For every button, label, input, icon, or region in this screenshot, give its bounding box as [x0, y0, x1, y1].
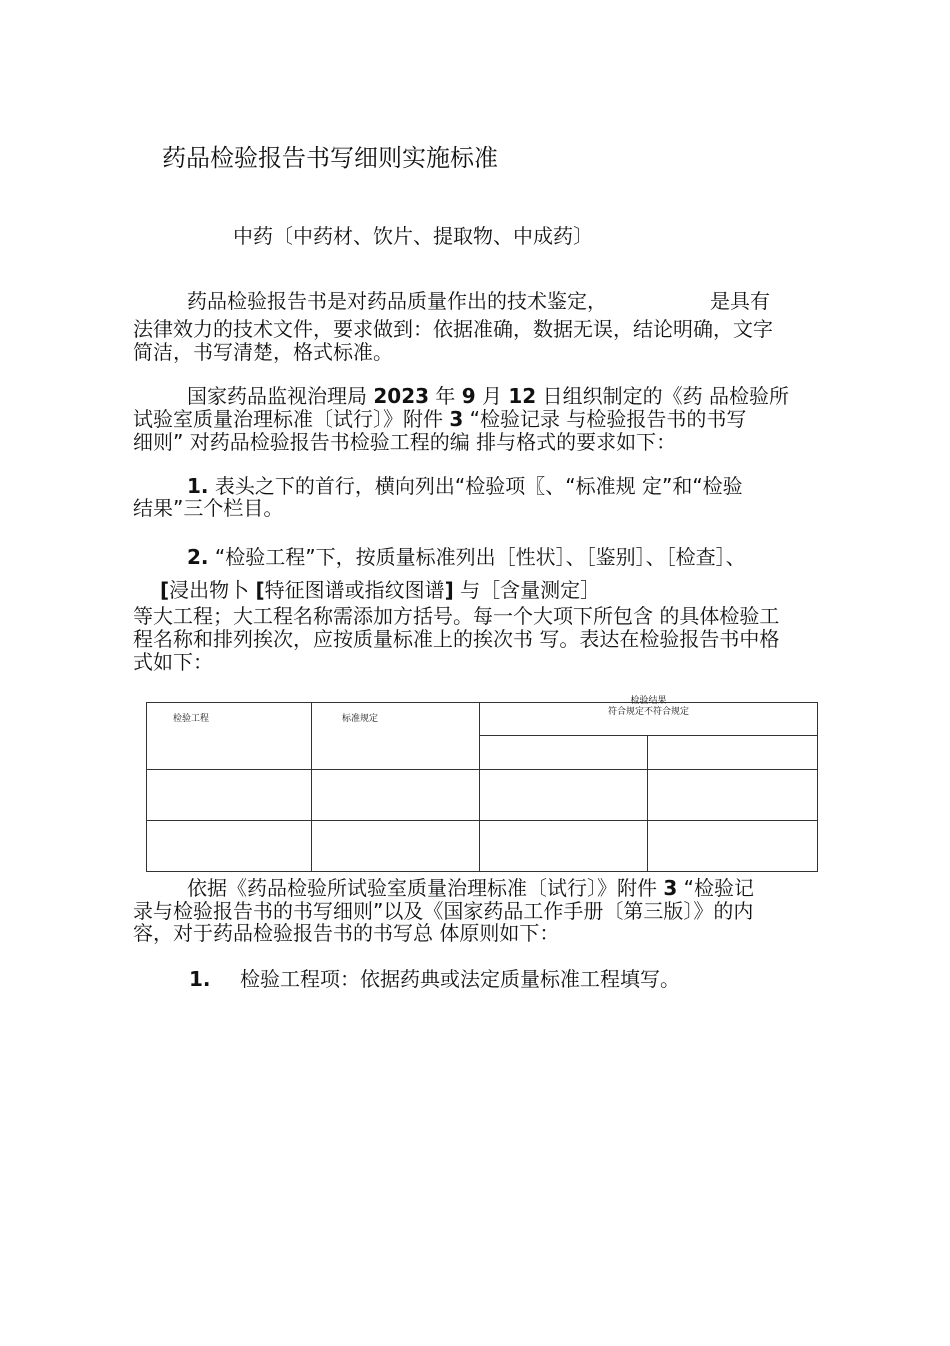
bracket-close: ] — [444, 578, 454, 602]
bracket-open: [ — [160, 578, 170, 602]
para3-text-a: 依据《药品检验所试验室质量治理标准〔试行〕》附件 — [187, 876, 664, 900]
table-cell — [312, 821, 480, 872]
header-standard-label: 标准规定 — [342, 714, 379, 724]
para2-line1 — [187, 385, 789, 408]
item2-line4: 程名称和排列挨次，应按质量标准上的挨次书 写。表达在检验报告书中格 — [133, 627, 780, 651]
para1-line1b: 是具有 — [710, 289, 770, 313]
para2-month: 9 — [461, 384, 476, 408]
item2-extract: 浸出物卜 — [169, 578, 256, 602]
item2-line5: 式如下： — [133, 650, 213, 674]
bracket-open-2: [ — [255, 578, 265, 602]
para3-annex: 3 — [663, 876, 678, 900]
item1-line1 — [187, 475, 743, 498]
para2-annex: 3 — [449, 407, 464, 431]
header-standard — [312, 703, 480, 770]
table-cell — [648, 821, 818, 872]
para2-text-f: “检验记录 与检验报告书的书写 — [463, 407, 747, 431]
para3-line1 — [187, 877, 754, 900]
item2-number: 2. — [187, 545, 209, 569]
para2-line3: 细则” 对药品检验报告书检验工程的编 排与格式的要求如下： — [133, 430, 677, 454]
page-subtitle: 中药〔中药材、饮片、提取物、中成药〕 — [233, 224, 593, 248]
report-format-table — [146, 696, 818, 872]
page-title: 药品检验报告书写细则实施标准 — [162, 144, 498, 172]
para1-line2: 法律效力的技术文件，要求做到：依据准确，数据无误，结论明确，文字 — [133, 317, 773, 341]
header-inspection-item-label: 检验工程 — [173, 714, 210, 724]
item2-line3: 等大工程；大工程名称需添加方括号。每一个大项下所包含 的具体检验工 — [133, 604, 780, 628]
header-result-label: 检验结果 — [630, 696, 667, 706]
table-cell — [147, 770, 312, 821]
item1-number: 1. — [187, 474, 209, 498]
result-conform-cell — [480, 736, 648, 770]
table-cell — [312, 770, 480, 821]
item2-text: “检验工程”下，按质量标准列出［性状］、［鉴别］、［检查］、 — [208, 545, 746, 569]
header-inspection-item — [147, 703, 312, 770]
item1-line2: 结果”三个栏目。 — [133, 496, 284, 520]
para2-text-a: 国家药品监视治理局 — [187, 384, 374, 408]
item2-fingerprint: 特征图谱或指纹图谱 — [264, 578, 445, 602]
rule1-number-text: 1. — [189, 967, 211, 991]
item2-line2 — [160, 579, 600, 602]
table-cell — [480, 821, 648, 872]
para1-line3: 简洁，书写清楚，格式标准。 — [133, 340, 393, 364]
para3-line3: 容，对于药品检验报告书的书写总 体原则如下： — [133, 921, 560, 945]
para2-text-b: 年 — [429, 384, 462, 408]
header-result-sublabel: 符合规定不符合规定 — [608, 707, 690, 717]
item1-text: 表头之下的首行，横向列出“检验项〖、“标准规 定”和“检验 — [208, 474, 743, 498]
item2-content: 与［含量测定］ — [453, 578, 601, 602]
rule1-text: 检验工程项：依据药典或法定质量标准工程填写。 — [240, 967, 680, 991]
table-cell — [480, 770, 648, 821]
para3-line2: 录与检验报告书的书写细则”以及《国家药品工作手册〔第三版〕》的内 — [133, 899, 754, 923]
para1-line1a: 药品检验报告书是对药品质量作出的技术鉴定， — [187, 289, 607, 313]
para2-year: 2023 — [373, 384, 430, 408]
table-cell — [648, 770, 818, 821]
para2-text-c: 月 — [475, 384, 509, 408]
para2-day: 12 — [508, 384, 537, 408]
para3-text-b: “检验记 — [677, 876, 754, 900]
rule1-number — [189, 968, 211, 991]
header-result — [480, 696, 818, 736]
table-cell — [147, 821, 312, 872]
para2-text-e: 试验室质量治理标准〔试行〕》附件 — [133, 407, 450, 431]
para2-text-d: 日组织制定的《药 品检验所 — [536, 384, 789, 408]
result-nonconform-cell — [648, 736, 818, 770]
para2-line2 — [133, 408, 746, 431]
item2-line1 — [187, 546, 746, 569]
